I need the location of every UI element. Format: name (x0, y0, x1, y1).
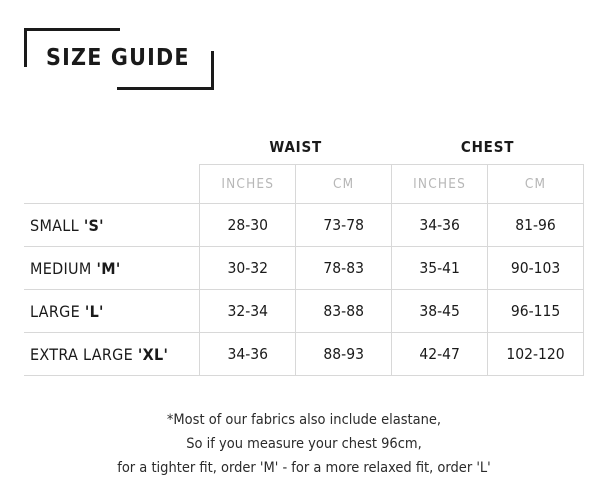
cell-chest-inches: 34-36 (392, 204, 488, 247)
cell-chest-inches: 38-45 (392, 290, 488, 333)
group-header-chest: CHEST (460, 138, 515, 156)
page-title-block (24, 28, 214, 90)
group-header-waist: WAIST (269, 138, 323, 156)
row-label-code: 'M' (96, 258, 121, 278)
title-frame-notch-left (21, 67, 27, 93)
footnote-line-1: *Most of our fabrics also include elastane, (166, 412, 442, 428)
footnote (0, 408, 608, 480)
footnote-line-3: for a tighter fit, order 'M' - for a more relaxed fit, order 'L' (117, 460, 491, 476)
unit-header-waist-cm: CM (296, 165, 392, 204)
row-label-code: 'XL' (137, 344, 169, 364)
group-header-blank (24, 130, 200, 165)
cell-waist-inches: 30-32 (200, 247, 296, 290)
row-label-medium (24, 247, 200, 290)
cell-chest-cm: 81-96 (488, 204, 584, 247)
cell-chest-cm: 90-103 (488, 247, 584, 290)
cell-waist-inches: 28-30 (200, 204, 296, 247)
cell-waist-cm: 73-78 (296, 204, 392, 247)
unit-header-waist-inches: INCHES (200, 165, 296, 204)
cell-waist-cm: 88-93 (296, 333, 392, 376)
row-label-large (24, 290, 200, 333)
table-row (24, 247, 584, 290)
table-unit-header-row (24, 165, 584, 204)
table-row (24, 204, 584, 247)
cell-chest-inches: 35-41 (392, 247, 488, 290)
row-label-code: 'L' (84, 301, 104, 321)
size-guide-table (24, 130, 584, 376)
cell-chest-cm: 96-115 (488, 290, 584, 333)
cell-chest-inches: 42-47 (392, 333, 488, 376)
row-label-small (24, 204, 200, 247)
row-label-text: EXTRA LARGE (30, 344, 138, 364)
row-label-code: 'S' (83, 215, 104, 235)
cell-waist-inches: 32-34 (200, 290, 296, 333)
unit-header-blank (24, 165, 200, 204)
cell-waist-cm: 83-88 (296, 290, 392, 333)
page-title: SIZE GUIDE (46, 45, 190, 71)
row-label-text: MEDIUM (30, 258, 97, 278)
unit-header-chest-inches: INCHES (392, 165, 488, 204)
title-frame-notch-right (211, 25, 217, 51)
cell-chest-cm: 102-120 (488, 333, 584, 376)
table-row (24, 290, 584, 333)
table-row (24, 333, 584, 376)
title-frame-notch-top (120, 25, 216, 31)
cell-waist-inches: 34-36 (200, 333, 296, 376)
title-frame-notch-bottom (21, 87, 117, 93)
unit-header-chest-cm: CM (488, 165, 584, 204)
row-label-extra-large (24, 333, 200, 376)
footnote-line-2: So if you measure your chest 96cm, (186, 436, 422, 452)
row-label-text: LARGE (30, 301, 85, 321)
row-label-text: SMALL (30, 215, 84, 235)
table-group-header-row (24, 130, 584, 165)
cell-waist-cm: 78-83 (296, 247, 392, 290)
